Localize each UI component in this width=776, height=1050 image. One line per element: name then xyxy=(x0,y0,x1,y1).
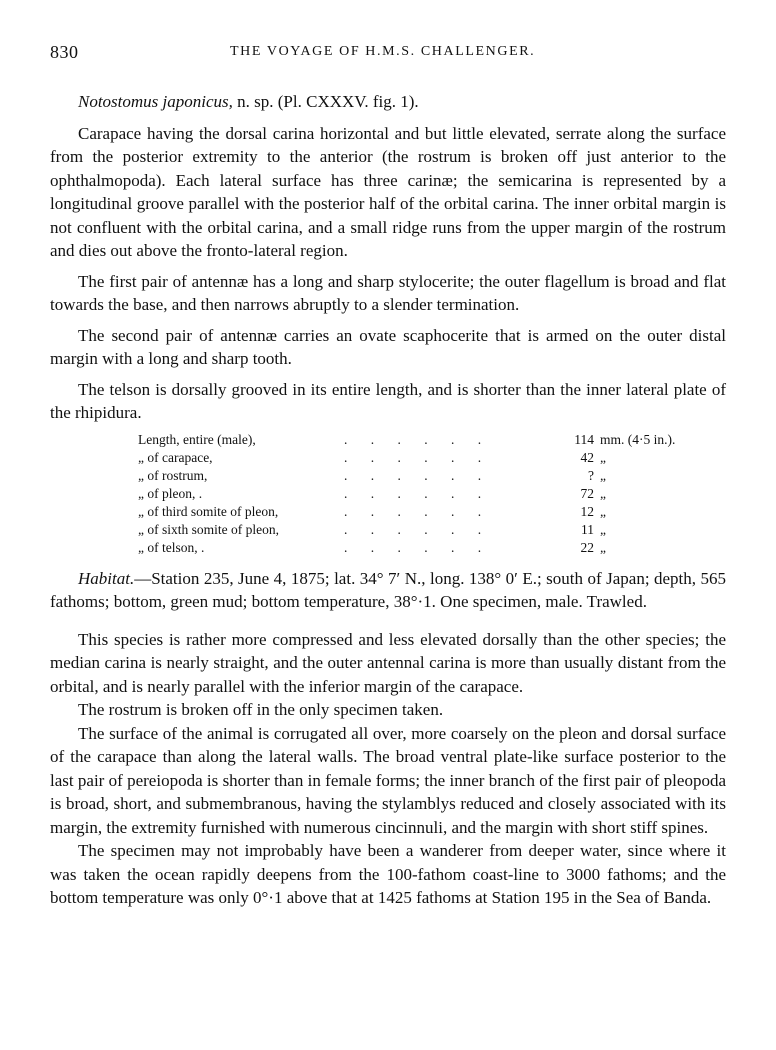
measurement-label: „ of rostrum, xyxy=(138,467,208,483)
measurement-leader-dots: . . . . . . xyxy=(344,485,492,501)
measurement-value: ? xyxy=(588,467,594,483)
measurement-unit: mm. (4·5 in.). xyxy=(600,431,676,447)
measurement-unit: „ xyxy=(600,467,606,483)
measurement-unit: „ xyxy=(600,521,606,537)
species-heading-rest: n. sp. (Pl. CXXXV. fig. 1). xyxy=(232,92,419,111)
species-heading xyxy=(78,90,726,114)
measurement-leader-dots: . . . . . . xyxy=(344,467,492,483)
measurement-row xyxy=(138,485,675,503)
measurement-unit: „ xyxy=(600,539,606,555)
page-header xyxy=(50,42,726,66)
remarks-paragraph: This species is rather more compressed and less elevated dorsally than the other species; the median carina is nearly straight, and the outer antennal carina is more than usually distant from the orbital, and is nearly parallel with the inferior margin of the carapace. xyxy=(50,629,726,696)
measurement-row xyxy=(138,539,675,557)
measurement-label: „ of third somite of pleon, xyxy=(138,503,279,519)
description-paragraph: The telson is dorsally grooved in its entire length, and is shorter than the inner lateral plate of the rhipidura. xyxy=(50,379,726,422)
measurement-value: 11 xyxy=(581,521,594,537)
measurement-label: „ of sixth somite of pleon, xyxy=(138,521,279,537)
page-body xyxy=(50,90,726,910)
measurement-leader-dots: . . . . . . xyxy=(344,449,492,465)
running-title: THE VOYAGE OF H.M.S. CHALLENGER. xyxy=(230,44,536,59)
habitat-paragraph xyxy=(50,567,726,614)
measurement-leader-dots: . . . . . . xyxy=(344,503,492,519)
measurement-leader-dots: . . . . . . xyxy=(344,539,492,555)
measurement-label: „ of carapace, xyxy=(138,449,213,465)
remarks-paragraph: The surface of the animal is corrugated all over, more coarsely on the pleon and dorsal surface of the carapace than along the lateral walls. The broad ventral plate-like surface posterior to the last pair of pereiopoda is shorter than in female forms; the inner branch of the first pair of pleopoda is broad, short, and submembranous, having the stylamblys reduced and closely associated with its margin, the extremity furnished with numerous cincinnuli, and the margin with short stiff spines. xyxy=(50,723,726,837)
measurement-label: Length, entire (male), xyxy=(138,431,256,447)
description-paragraph: Carapace having the dorsal carina horizontal and but little elevated, serrate along the surface from the posterior extremity to the anterior (the rostrum is broken off just anterior to the ophthalmopoda). Each lateral surface has three carinæ; the semicarina is represented by a longitudinal groove parallel with the posterior half of the orbital carina. The inner orbital margin is not confluent with the orbital carina, and a small ridge runs from the upper margin of the rostrum and dies out above the fronto-lateral region. xyxy=(50,123,726,260)
measurement-leader-dots: . . . . . . xyxy=(344,431,492,447)
measurement-value: 72 xyxy=(580,485,594,501)
species-name: Notostomus japonicus, xyxy=(78,92,233,111)
measurement-unit: „ xyxy=(600,485,606,501)
measurements-table xyxy=(138,431,726,557)
page-number: 830 xyxy=(50,42,79,62)
description-paragraph: The first pair of antennæ has a long and sharp stylocerite; the outer flagellum is broad and flat towards the base, and then narrows abruptly to a slender termination. xyxy=(50,271,726,314)
measurement-value: 114 xyxy=(574,431,594,447)
measurement-value: 12 xyxy=(580,503,594,519)
measurement-row xyxy=(138,431,675,449)
measurement-row xyxy=(138,449,675,467)
habitat-label: Habitat. xyxy=(78,568,135,588)
measurement-value: 42 xyxy=(580,449,594,465)
measurement-label: „ of telson, . xyxy=(138,539,205,555)
measurement-value: 22 xyxy=(580,539,594,555)
measurement-unit: „ xyxy=(600,503,606,519)
measurement-row xyxy=(138,503,675,521)
habitat-text: —Station 235, June 4, 1875; lat. 34° 7′ N., long. 138° 0′ E.; south of Japan; depth, 565 fathoms; bottom, green mud; bottom temperature, 38°·1. One specimen, male. Trawled. xyxy=(50,568,726,611)
remarks-paragraph: The rostrum is broken off in the only specimen taken. xyxy=(78,700,444,719)
measurement-label: „ of pleon, . xyxy=(138,485,203,501)
measurement-row xyxy=(138,521,675,539)
description-paragraph: The second pair of antennæ carries an ovate scaphocerite that is armed on the outer distal margin with a long and sharp tooth. xyxy=(50,325,726,368)
remarks-paragraph: The specimen may not improbably have been a wanderer from deeper water, since where it was taken the ocean rapidly deepens from the 100-fathom coast-line to 3000 fathoms; and the bottom temperature was only 0°·1 above that at 1425 fathoms at Station 195 in the Sea of Banda. xyxy=(50,841,726,907)
measurement-leader-dots: . . . . . . xyxy=(344,521,492,537)
measurement-unit: „ xyxy=(600,449,606,465)
measurement-row xyxy=(138,467,675,485)
